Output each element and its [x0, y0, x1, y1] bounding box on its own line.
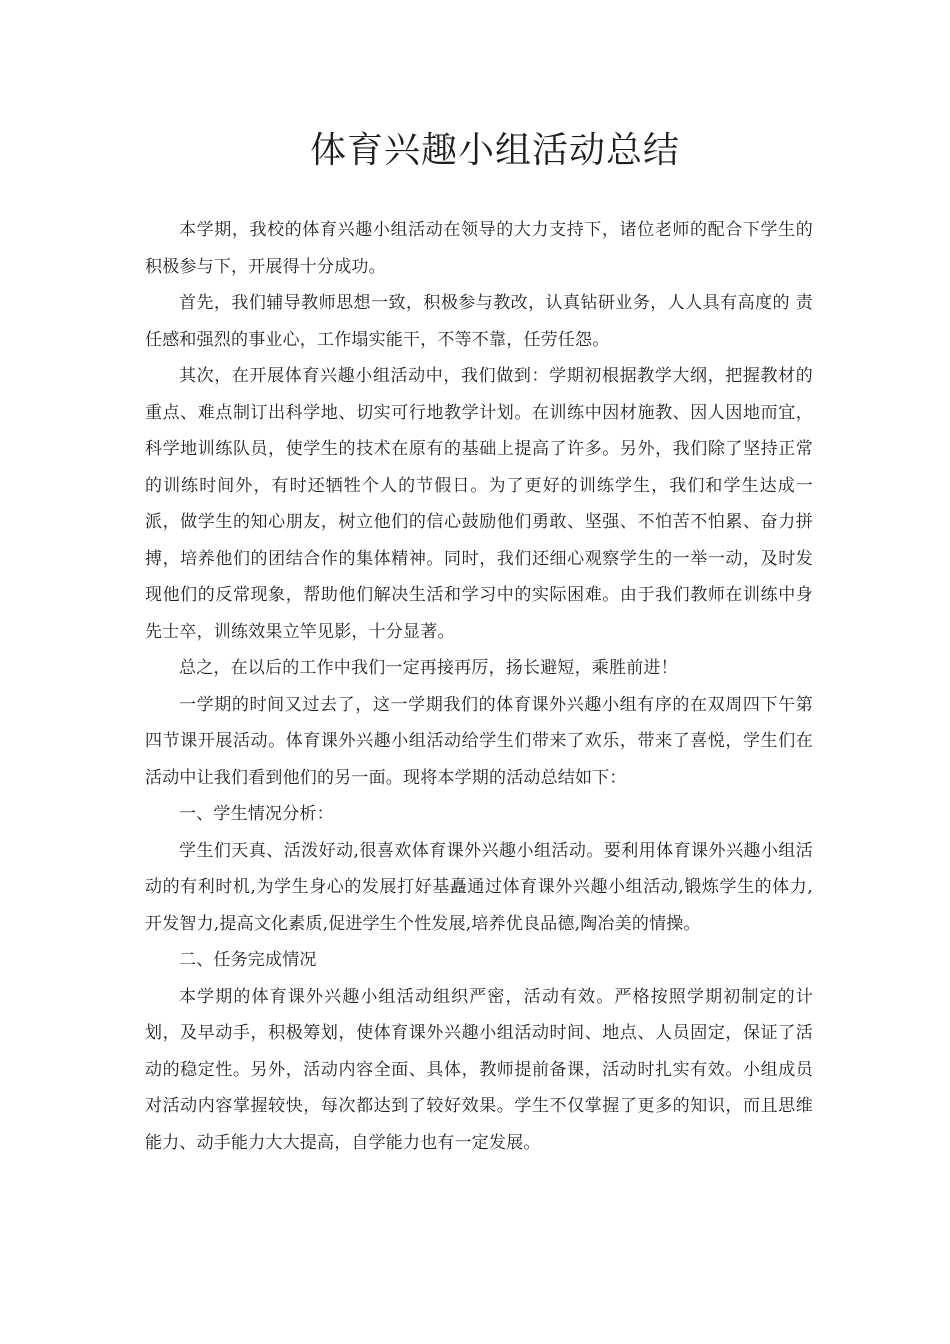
- paragraph-student-analysis: 学生们天真、活泼好动,很喜欢体育课外兴趣小组活动。要利用体育课外兴趣小组活动的有利时机,为学生身心的发展打好基矗通过体育课外兴趣小组活动,锻炼学生的体力,开发智力,提高文化素质,促进学生个性发展,培养优良品德,陶冶美的情操。: [145, 840, 813, 934]
- paragraph-task-completion: 本学期的体育课外兴趣小组活动组织严密，活动有效。严格按照学期初制定的计划，及早动手，积极筹划，使体育课外兴趣小组活动时间、地点、人员固定，保证了活动的稳定性。另外，活动内容全面、具体，教师提前备课，活动时扎实有效。小组成员对活动内容掌握较快，每次都达到了较好效果。学生不仅掌握了更多的知识，而且思维能力、动手能力大大提高，自学能力也有一定发展。: [145, 986, 813, 1153]
- paragraph-first: 首先，我们辅导教师思想一致，积极参与教改，认真钻研业务，人人具有高度的 责任感和强烈的事业心，工作塌实能干，不等不靠，任劳任怨。: [145, 293, 813, 350]
- section-heading-task-completion: 二、任务完成情况: [179, 950, 317, 970]
- section-heading-student-analysis: 一、学生情况分析：: [179, 804, 334, 824]
- document-body: [145, 212, 813, 1161]
- paragraph-semester-overview: 一学期的时间又过去了，这一学期我们的体育课外兴趣小组有序的在双周四下午第四节课开展活动。体育课外兴趣小组活动给学生们带来了欢乐，带来了喜悦，学生们在活动中让我们看到他们的另一面。现将本学期的活动总结如下：: [145, 694, 813, 788]
- paragraph-intro: 本学期，我校的体育兴趣小组活动在领导的大力支持下，诸位老师的配合下学生的积极参与下，开展得十分成功。: [145, 220, 813, 277]
- paragraph-second: 其次，在开展体育兴趣小组活动中，我们做到：学期初根据教学大纲，把握教材的重点、难点制订出科学地、切实可行地教学计划。在训练中因材施教、因人因地而宜，科学地训练队员，使学生的技术在原有的基础上提高了许多。另外，我们除了坚持正常的训练时间外，有时还牺牲个人的节假日。为了更好的训练学生，我们和学生达成一派，做学生的知心朋友，树立他们的信心鼓励他们勇敢、坚强、不怕苦不怕累、奋力拼搏，培养他们的团结合作的集体精神。同时，我们还细心观察学生的一举一动，及时发现他们的反常现象，帮助他们解决生活和学习中的实际困难。由于我们教师在训练中身先士卒，训练效果立竿见影，十分显著。: [145, 366, 813, 642]
- paragraph-conclusion: 总之，在以后的工作中我们一定再接再厉，扬长避短，乘胜前进！: [179, 658, 678, 678]
- document-title: 体育兴趣小组活动总结: [309, 130, 680, 171]
